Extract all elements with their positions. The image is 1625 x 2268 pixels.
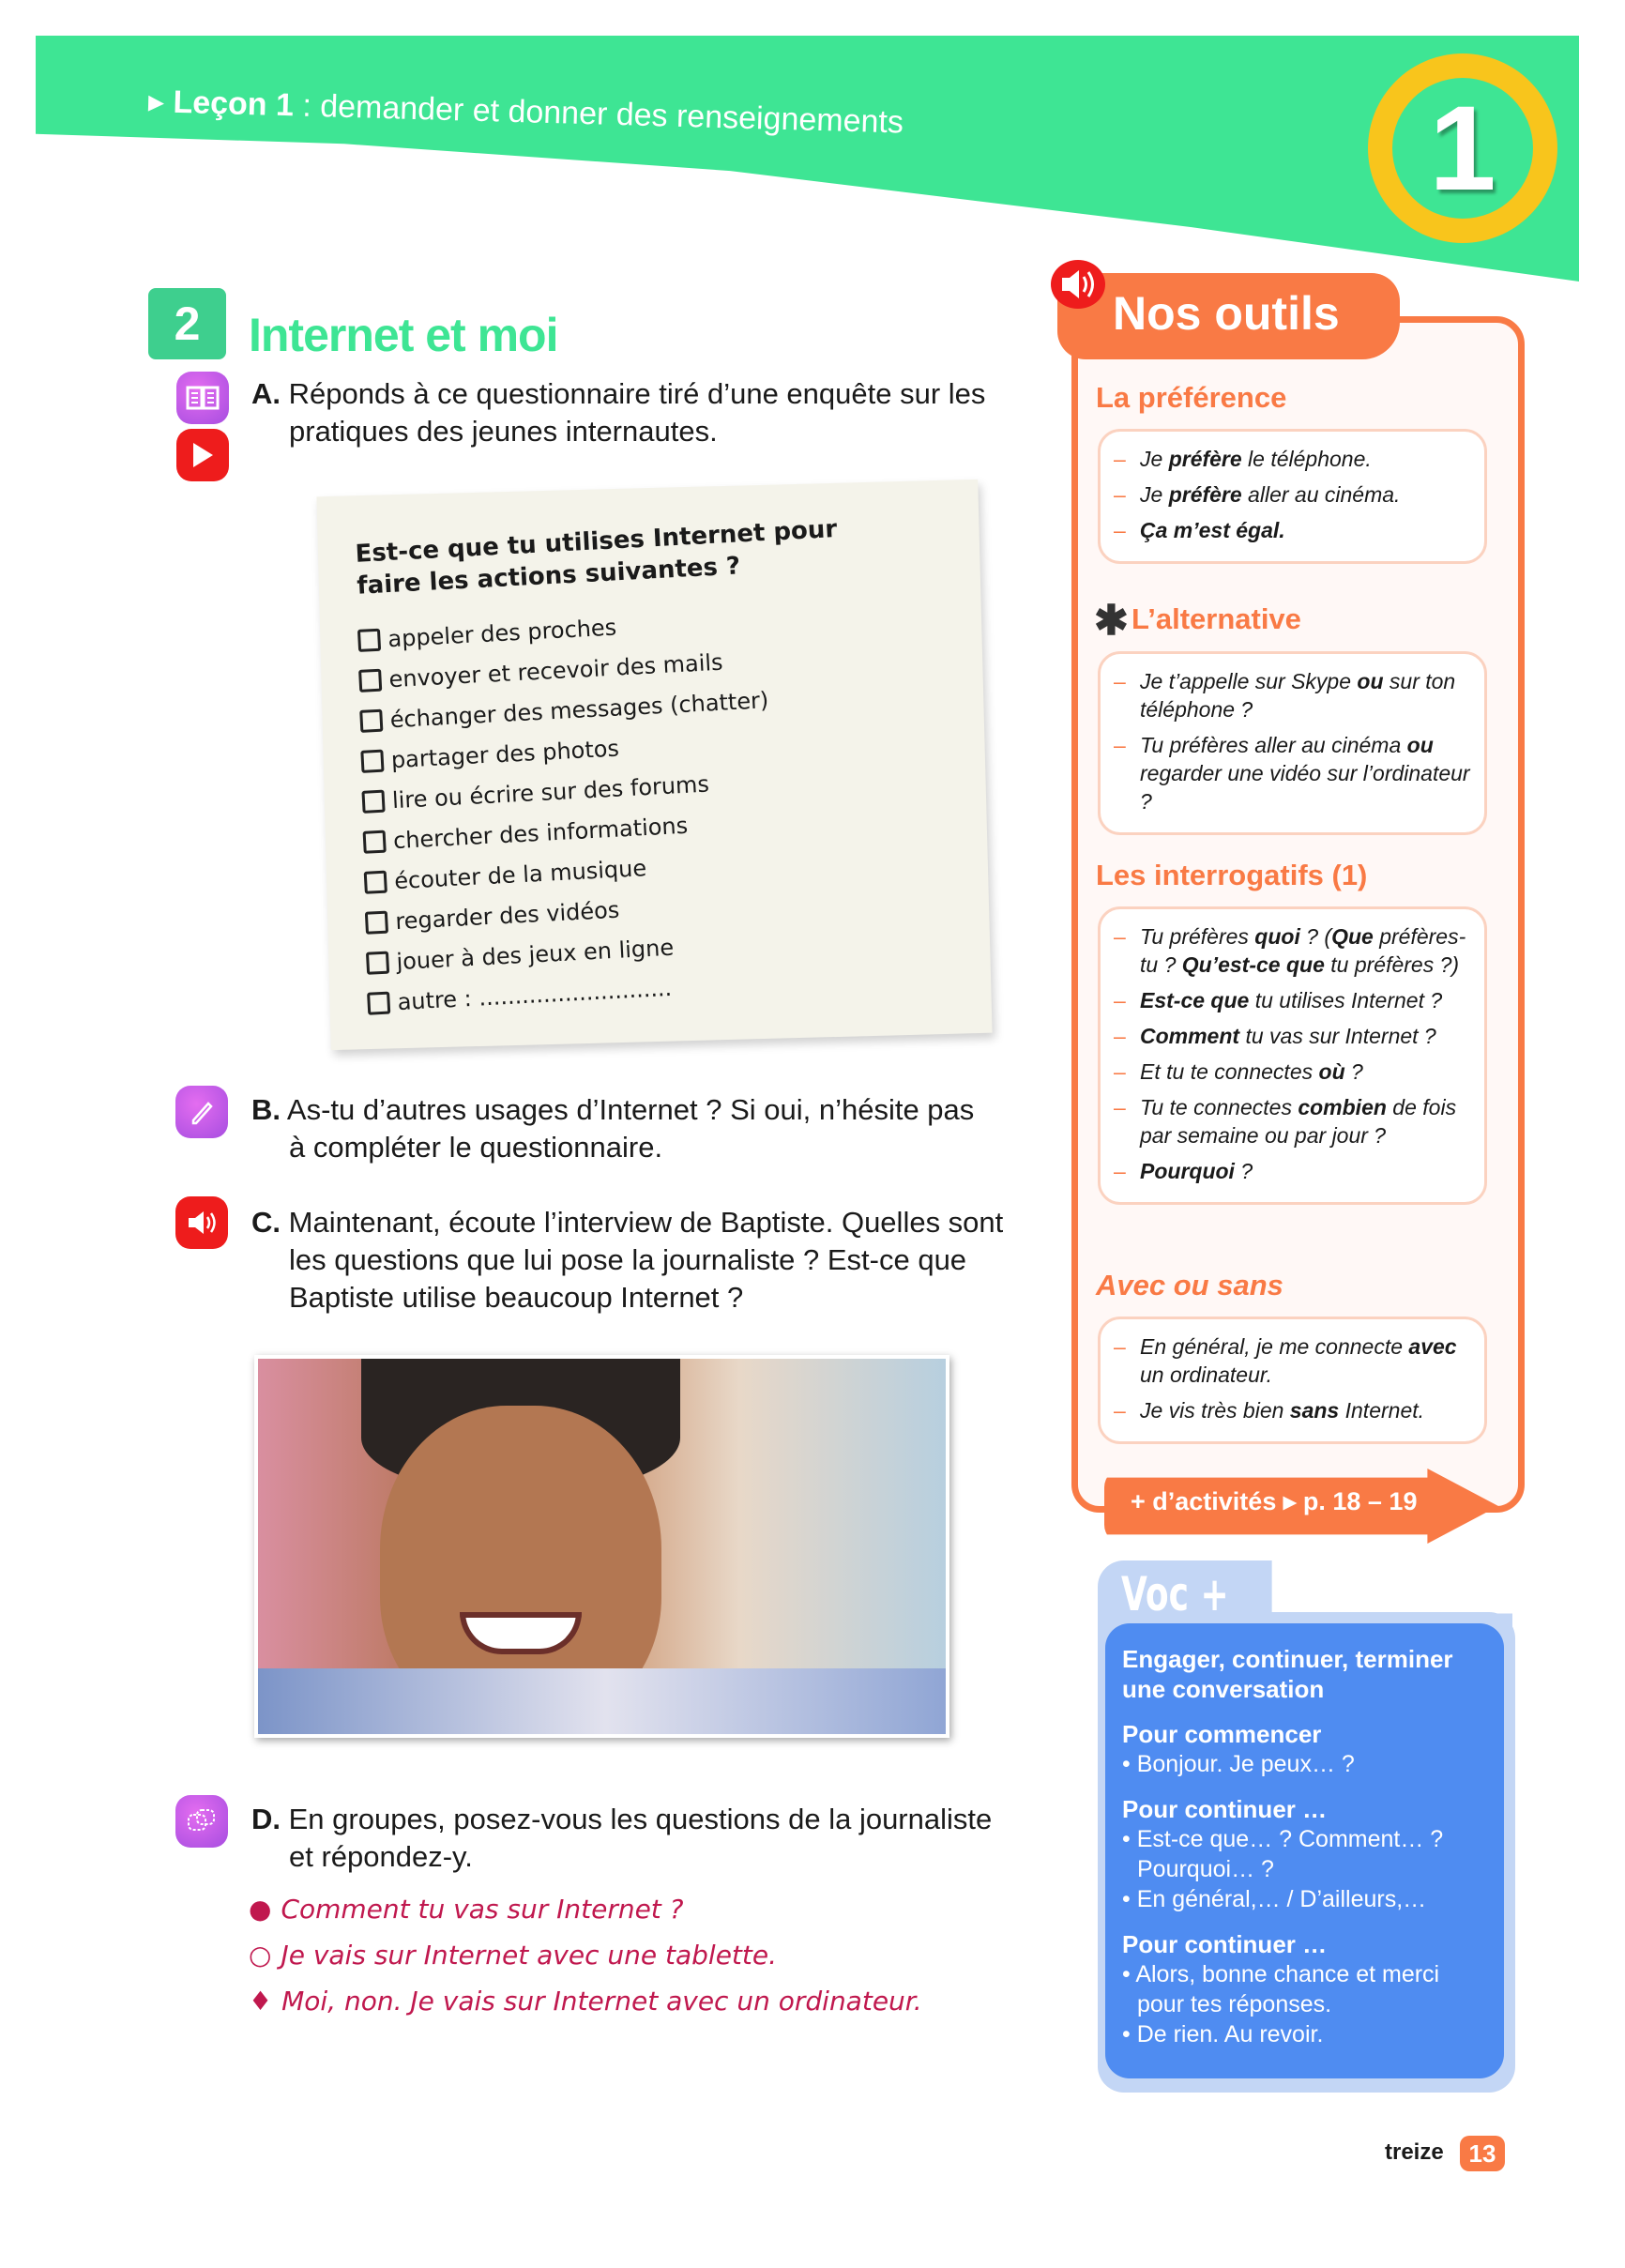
questionnaire-item-label: envoyer et recevoir des mails [387,648,724,693]
text-segment: En général, je me connecte [1140,1334,1409,1359]
tool-example [1114,516,1475,544]
keyword: Est-ce que [1140,988,1250,1012]
keyword: quoi [1254,924,1300,949]
text-segment: regarder une vidéo sur l’ordinateur ? [1140,761,1470,814]
book-icon [176,372,229,424]
questionnaire-item-label: écouter de la musique [393,854,647,894]
tool-example-text [1140,1058,1363,1086]
questionnaire-item-label: échanger des messages (chatter) [389,686,769,733]
text-segment: tu vas sur Internet ? [1239,1024,1436,1048]
tool-example [1114,731,1475,815]
photo-smiling-teen [254,1355,949,1738]
tool-example [1114,1396,1475,1424]
voc-section [1122,1719,1491,1779]
tool-example-text [1140,480,1400,509]
dialogue-line [249,1986,922,2017]
dash-icon: – [1114,518,1126,542]
dialogue-line [249,1894,684,1925]
video-play-icon[interactable] [176,429,229,481]
dialogue-line [249,1940,777,1971]
text-segment: Je [1140,447,1169,471]
keyword: préfère [1168,482,1242,507]
page-number: 13 [1460,2136,1505,2171]
dash-icon: – [1114,988,1126,1012]
questionnaire-title: Est-ce que tu utilises Internet pour faire les actions suivantes ? [354,514,838,601]
unit-number: 1 [1392,78,1533,219]
dash-icon: – [1114,447,1126,471]
voc-phrase: • Est-ce que… ? Comment… ? Pourquoi… ? [1122,1826,1444,1882]
instruction-a-line1: Réponds à ce questionnaire tiré d’une enquête sur les [288,377,986,410]
keyword: Ça m’est égal. [1140,518,1285,542]
label-d: D. [251,1803,281,1835]
avec-sans-box [1098,1317,1487,1444]
dash-icon: – [1114,1024,1126,1048]
questionnaire-item-label: lire ou écrire sur des forums [391,770,710,814]
lesson-title: : demander et donner des renseignements [293,87,904,141]
text-segment: Tu te connectes [1140,1095,1298,1119]
dash-icon: – [1114,733,1126,757]
text-segment: aller au cinéma. [1241,482,1401,507]
tool-example-text [1140,445,1372,473]
questionnaire-list [357,596,992,1015]
lesson-heading: ▸ Leçon 1 : demander et donner des renseignements [147,84,904,141]
instruction-c-line2: les questions que lui pose la journaliste ? Est-ce que [289,1243,967,1276]
instruction-c-line1: Maintenant, écoute l’interview de Baptiste. Quelles sont [288,1206,1004,1239]
keyword: ou [1357,669,1384,693]
interrogatifs-box [1098,906,1487,1205]
voc-section [1122,1929,1491,2049]
text-segment: ? [1344,1059,1363,1084]
text-segment: Je [1140,482,1169,507]
dash-icon: – [1114,482,1126,507]
keyword: préfère [1168,447,1242,471]
dash-icon: – [1114,924,1126,949]
dialogue-text: Je vais sur Internet avec une tablette. [281,1940,778,1971]
label-c: C. [251,1206,281,1239]
checkbox[interactable] [366,951,389,974]
tool-example [1114,667,1475,723]
more-activities-link[interactable]: + d’activités ▸ p. 18 – 19 [1131,1487,1418,1515]
checkbox[interactable] [357,628,381,651]
tool-example-text [1140,1332,1475,1389]
tool-example-text [1140,1157,1253,1185]
keyword: Qu’est-ce que [1181,952,1325,977]
tool-example [1114,1022,1475,1050]
voc-phrase: • De rien. Au revoir. [1122,2021,1324,2047]
text-segment: Je t’appelle sur Skype [1140,669,1358,693]
tool-example-text [1140,1093,1475,1149]
keyword: combien [1298,1095,1387,1119]
voc-phrase: • Alors, bonne chance et merci pour tes réponses. [1122,1961,1440,2017]
instruction-b-line2: à compléter le questionnaire. [289,1131,663,1164]
section-heading-preference: La préférence [1096,381,1287,414]
nos-outils-title: Nos outils [1113,287,1340,340]
tool-example-text [1140,731,1475,815]
keyword: où [1318,1059,1345,1084]
audio-speaker-icon[interactable] [1051,260,1105,309]
tool-example [1114,1157,1475,1185]
page-number-word: treize [1385,2139,1444,2165]
questionnaire-item-label: autre : ........................... [396,974,673,1015]
pencil-icon [175,1086,228,1138]
bullet-diamond-icon: ♦ [249,1986,273,2017]
tool-example-text [1140,1396,1424,1424]
instruction-c [251,1204,1040,1317]
instruction-a-line2: pratiques des jeunes internautes. [289,415,718,448]
instruction-d [251,1801,1040,1876]
dash-icon: – [1114,1095,1126,1119]
text-segment: Je vis très bien [1140,1398,1290,1423]
tool-example [1114,480,1475,509]
keyword: Pourquoi [1140,1159,1235,1183]
text-segment: tu utilises Internet ? [1249,988,1443,1012]
voc-section [1122,1794,1491,1914]
text-segment: Et tu te connectes [1140,1059,1319,1084]
tool-example [1114,1093,1475,1149]
voc-section-heading: Pour commencer [1122,1720,1322,1748]
text-segment: sur ton téléphone ? [1140,669,1456,722]
text-segment: ? ( [1299,924,1332,949]
instruction-a [251,375,1040,450]
tool-example-text [1140,922,1475,979]
text-segment: préfères-tu ? [1140,924,1466,977]
dash-icon: – [1114,1059,1126,1084]
dash-icon: – [1114,1398,1126,1423]
tool-example [1114,445,1475,473]
text-segment: le téléphone. [1241,447,1372,471]
checkbox[interactable] [365,910,388,934]
checkbox[interactable] [367,991,390,1014]
speech-bubbles-icon [175,1795,228,1848]
dialogue-text: Comment tu vas sur Internet ? [281,1894,684,1925]
text-segment: Tu préfères aller au cinéma [1140,733,1407,757]
checkbox[interactable] [359,708,383,732]
voc-section-heading: Pour continuer … [1122,1930,1328,1958]
text-segment: un ordinateur. [1140,1362,1273,1387]
text-segment: tu préfères ?) [1324,952,1460,977]
questionnaire-item-label: regarder des vidéos [394,896,620,935]
exercise-title: Internet et moi [249,309,558,361]
text-segment: Internet. [1339,1398,1425,1423]
voc-phrase: • Bonjour. Je peux… ? [1122,1751,1355,1777]
audio-speaker-icon[interactable] [175,1196,228,1249]
tool-example-text [1140,516,1285,544]
preference-box [1098,429,1487,564]
tool-example [1114,986,1475,1014]
label-b: B. [251,1093,281,1126]
asterisk-icon: ✱ [1094,598,1129,644]
keyword: Comment [1140,1024,1240,1048]
dialogue-text: Moi, non. Je vais sur Internet avec un ordinateur. [281,1986,922,2017]
keyword: avec [1408,1334,1457,1359]
text-segment: Tu préfères [1140,924,1255,949]
lesson-banner [36,36,1579,282]
tool-example-text [1140,986,1442,1014]
text-segment: ? [1234,1159,1253,1183]
text-segment: de fois par semaine ou par jour ? [1140,1095,1457,1148]
checkbox[interactable] [360,749,384,772]
voc-section-heading: Pour continuer … [1122,1795,1328,1823]
keyword: ou [1406,733,1434,757]
voc-title: Engager, continuer, terminer une conversation [1122,1645,1453,1703]
questionnaire-note [316,479,992,1050]
checkbox[interactable] [361,789,385,813]
section-heading-avec-sans: Avec ou sans [1096,1269,1283,1301]
instruction-b [251,1091,1040,1166]
lesson-label: Leçon 1 [172,84,295,124]
dash-icon: – [1114,1334,1126,1359]
tool-example-text [1140,1022,1436,1050]
tool-example [1114,1332,1475,1389]
questionnaire-item-label: partager des photos [390,734,620,773]
section-heading-alternative: L’alternative [1131,602,1301,635]
checkbox[interactable] [363,830,387,853]
voc-tab-title: Voc + [1121,1567,1229,1621]
keyword: Que [1331,924,1374,949]
unit-badge [1368,53,1557,243]
checkbox[interactable] [364,870,387,893]
questionnaire-item-label: chercher des informations [392,812,689,854]
instruction-d-line1: En groupes, posez-vous les questions de la journaliste [288,1803,993,1835]
instruction-d-line2: et répondez-y. [289,1840,473,1873]
tool-example [1114,1058,1475,1086]
dash-icon: – [1114,1159,1126,1183]
label-a: A. [251,377,281,410]
bullet-hollow-icon: ○ [249,1940,272,1971]
questionnaire-item-label: jouer à des jeux en ligne [395,934,675,975]
bullet-filled-icon: ● [249,1894,272,1925]
voc-box [1105,1623,1504,2078]
voc-phrase: • En général,… / D’ailleurs,… [1122,1886,1427,1912]
exercise-number: 2 [148,288,226,359]
alternative-box [1098,651,1487,835]
questionnaire-item-label: appeler des proches [387,614,617,652]
instruction-c-line3: Baptiste utilise beaucoup Internet ? [289,1281,744,1314]
keyword: sans [1289,1398,1340,1423]
tool-example [1114,922,1475,979]
dash-icon: – [1114,669,1126,693]
instruction-b-line1: As-tu d’autres usages d’Internet ? Si oui, n’hésite pas [286,1093,975,1126]
section-heading-interrogatifs: Les interrogatifs (1) [1096,859,1368,891]
tool-example-text [1140,667,1475,723]
checkbox[interactable] [358,668,382,692]
